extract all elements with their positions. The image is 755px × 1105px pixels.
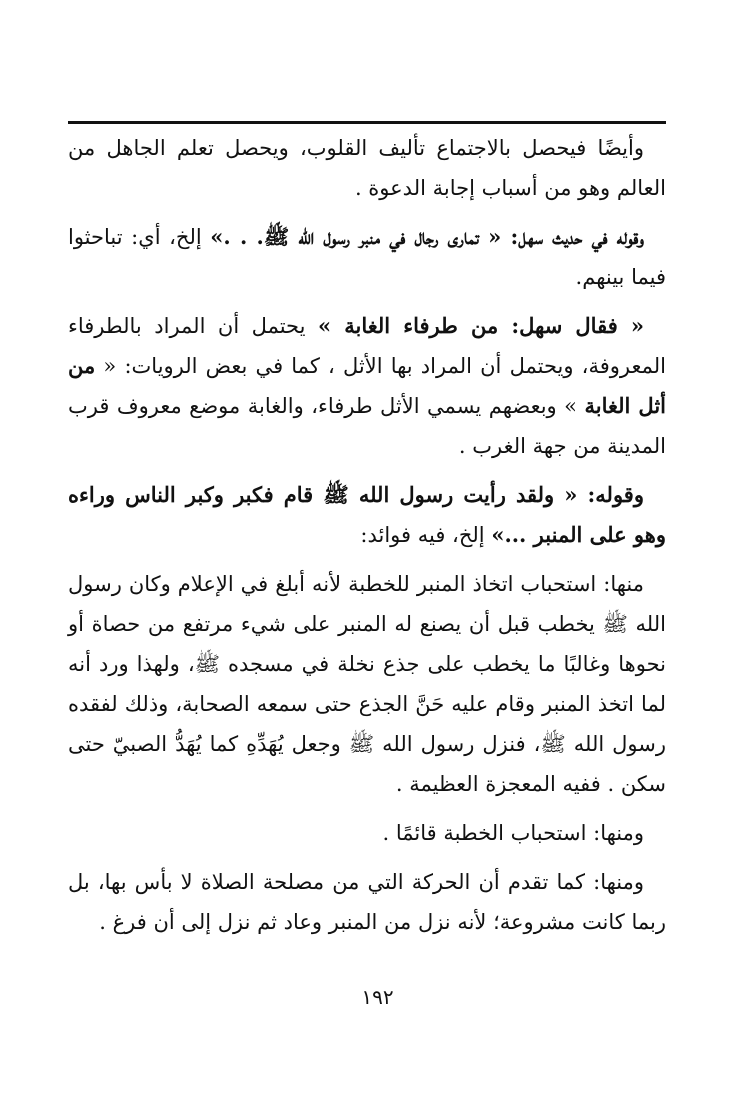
text-run: منها: استحباب اتخاذ المنبر للخطبة لأنه أبلغ في الإعلام وكان رسول الله ﷺ يخطب قبل أن يصنع له المنبر على شيء مرتفع من حصاة أو نحوها وغالبًا ما يخطب على جذع نخلة في مسجده ﷺ، ولهذا ورد أنه لما اتخذ المنبر وقام عليه حَنَّ الجذع حتى سمعه الصحابة، وذلك لفقده رسول الله ﷺ، فنزل رسول الله ﷺ وجعل يُهَدِّهِ كما يُهَدُّ الصبيّ حتى سكن . ففيه المعجزة العظيمة .	[68, 572, 666, 796]
paragraph	[68, 475, 666, 555]
text-run: ومنها: استحباب الخطبة قائمًا .	[382, 821, 644, 845]
paragraph	[68, 813, 666, 853]
bold-run: من أثل الغابة	[68, 353, 667, 418]
text-run: إلخ، أي: تباحثوا فيما بينهم.	[68, 225, 666, 289]
bold-run: وقوله في حديث سهل: « تمارى رجال في منبر رسول الله ﷺ. . .»	[210, 224, 644, 249]
paragraph	[68, 128, 666, 208]
text-run: ومنها: كما تقدم أن الحركة التي من مصلحة الصلاة لا بأس بها، بل ربما كانت مشروعة؛ لأنه نزل من المنبر وعاد ثم نزل إلى أن فرغ .	[68, 870, 666, 934]
text-run: يحتمل أن المراد بالطرفاء المعروفة، ويحتمل أن المراد بها الأثل ، كما في بعض الرويات: «	[68, 314, 666, 378]
text-run: وأيضًا فيحصل بالاجتماع تأليف القلوب، ويحصل تعلم الجاهل من العالم وهو من أسباب إجابة الدعوة .	[68, 136, 666, 200]
page-number: ١٩٢	[361, 985, 394, 1009]
paragraph	[68, 862, 666, 942]
paragraph	[68, 564, 666, 804]
bold-run: « فقال سهل: من طرفاء الغابة »	[317, 313, 645, 338]
text-run: إلخ، فيه فوائد:	[360, 523, 492, 547]
text-run: » وبعضهم يسمي الأثل طرفاء، والغابة موضع معروف قرب المدينة من جهة الغرب .	[68, 394, 666, 458]
body-text	[68, 128, 666, 951]
bold-run: وقوله: « ولقد رأيت رسول الله ﷺ قام فكبر وكبر الناس وراءه وهو على المنبر ...»	[68, 482, 666, 547]
paragraph	[68, 217, 666, 297]
paragraph	[68, 306, 666, 466]
header-rule	[68, 121, 666, 124]
